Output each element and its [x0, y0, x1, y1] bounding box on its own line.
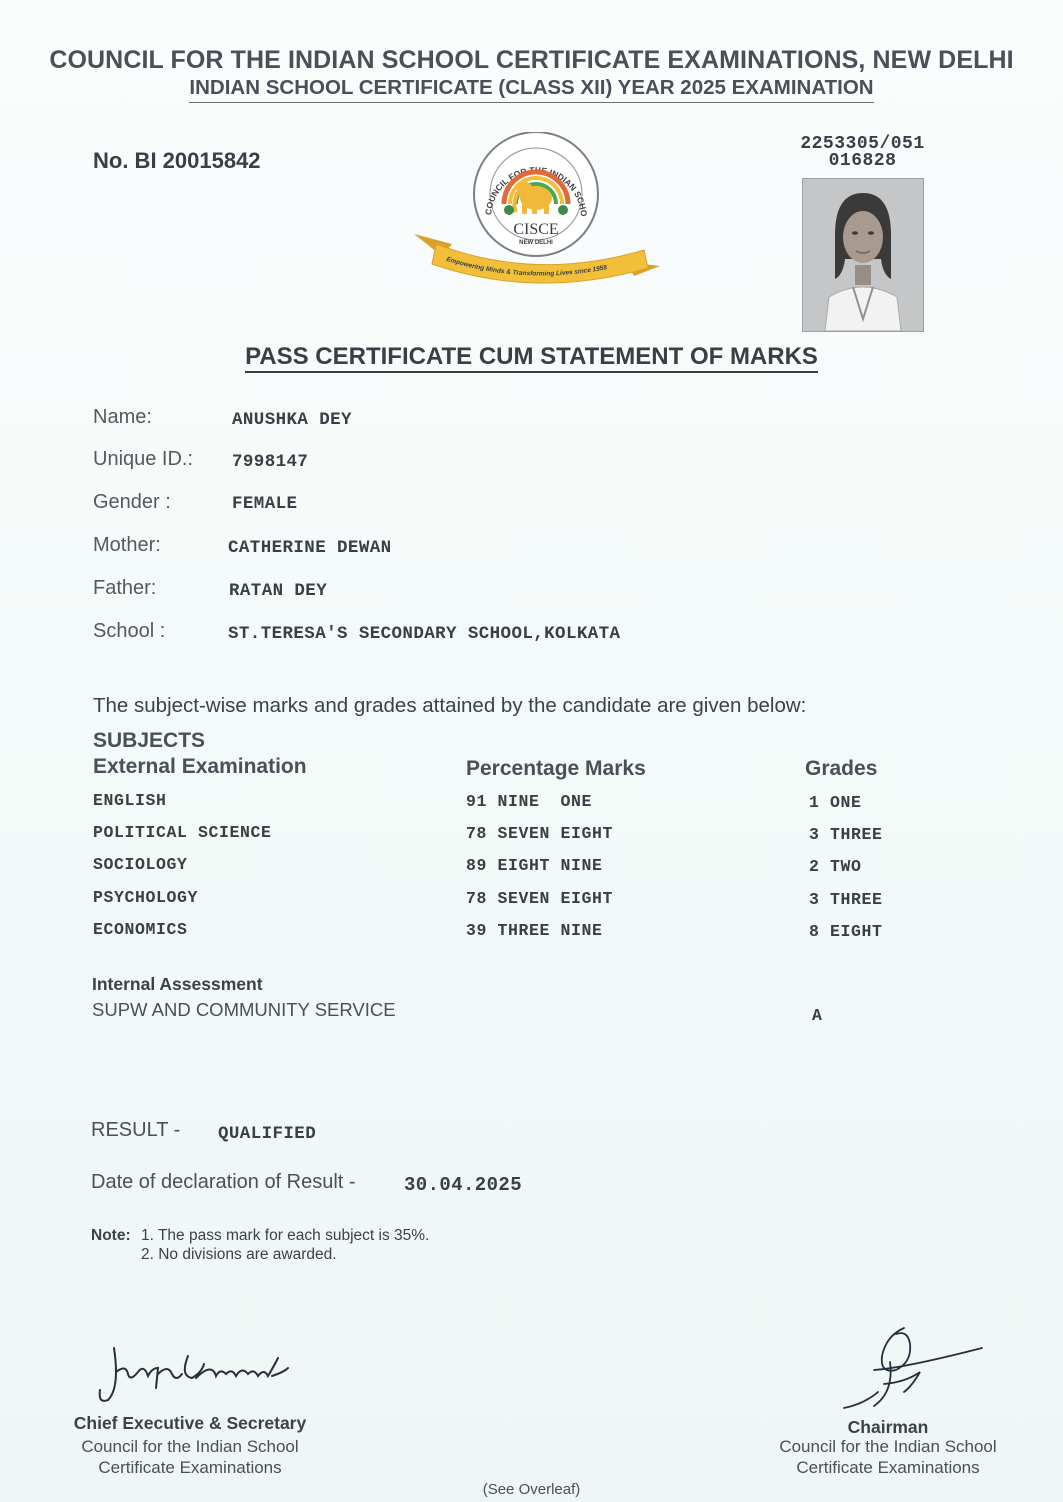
subject-marks: 89 EIGHT NINE [466, 856, 603, 875]
note-label: Note: [91, 1227, 131, 1244]
subject-marks: 78 SEVEN EIGHT [466, 824, 614, 843]
note-item: 1. The pass mark for each subject is 35%. [141, 1227, 430, 1244]
mother-label: Mother: [93, 534, 161, 556]
gender-value: FEMALE [232, 494, 298, 514]
chief-executive-org-line-1: Council for the Indian School [81, 1437, 299, 1456]
see-overleaf-note: (See Overleaf) [482, 1481, 581, 1498]
subject-grade: 3 THREE [809, 890, 883, 909]
subject-marks: 78 SEVEN EIGHT [466, 889, 614, 908]
subjects-heading: SUBJECTS [93, 729, 206, 752]
chairman-org-line-2: Certificate Examinations [796, 1458, 980, 1477]
note-item: 2. No divisions are awarded. [141, 1246, 337, 1263]
logo-name: CISCE [513, 221, 559, 238]
council-heading: COUNCIL FOR THE INDIAN SCHOOL CERTIFICATE EXAMINATIONS, NEW DELHI [49, 46, 1014, 74]
certificate-title [0, 343, 1063, 371]
father-value: RATAN DEY [229, 581, 328, 601]
name-value: ANUSHKA DEY [232, 410, 352, 430]
declaration-date: 30.04.2025 [404, 1174, 523, 1196]
unique-id-value: 7998147 [232, 452, 309, 472]
percentage-marks-heading: Percentage Marks [466, 757, 646, 780]
subject-marks: 39 THREE NINE [466, 921, 603, 940]
signature-graphic [92, 1338, 292, 1410]
logo-ring-text: COUNCIL FOR THE INDIAN SCHO [483, 164, 590, 217]
subject-grade: 3 THREE [809, 825, 883, 844]
father-label: Father: [93, 577, 157, 599]
internal-assessment-heading: Internal Assessment [92, 974, 263, 994]
declaration-label: Date of declaration of Result - [91, 1171, 356, 1193]
subject-name: POLITICAL SCIENCE [93, 823, 272, 842]
chairman-title: Chairman [847, 1417, 929, 1437]
exam-subheading [0, 76, 1063, 100]
certificate-number: No. BI 20015842 [93, 148, 261, 173]
gender-label: Gender : [93, 491, 171, 513]
signature-graphic [834, 1322, 994, 1414]
grades-heading: Grades [805, 757, 878, 780]
candidate-photo [802, 178, 924, 332]
chief-executive-title: Chief Executive & Secretary [73, 1413, 307, 1433]
school-value: ST.TERESA'S SECONDARY SCHOOL,KOLKATA [228, 624, 621, 644]
logo-city: NEW DELHI [519, 240, 553, 246]
exam-subheading-text: INDIAN SCHOOL CERTIFICATE (CLASS XII) YEAR 2025 EXAMINATION [189, 76, 873, 103]
chief-executive-signature [92, 1338, 292, 1410]
school-label: School : [93, 620, 166, 642]
serial-number [785, 136, 940, 170]
subject-name: ENGLISH [93, 791, 167, 810]
subject-marks: 91 NINE ONE [466, 792, 593, 811]
logo-ribbon-text: Empowering Minds & Transforming Lives since 1958 [445, 255, 608, 278]
subject-grade: 2 TWO [809, 857, 862, 876]
serial-line-2: 016828 [828, 151, 897, 171]
internal-assessment-grade: A [812, 1006, 823, 1025]
subject-grade: 1 ONE [809, 793, 862, 812]
result-label: RESULT - [91, 1119, 181, 1141]
candidate-photo-graphic [803, 179, 923, 331]
certificate-title-text: PASS CERTIFICATE CUM STATEMENT OF MARKS [245, 343, 818, 373]
unique-id-label: Unique ID.: [93, 448, 194, 470]
chairman-org-line-1: Council for the Indian School [779, 1437, 997, 1456]
name-label: Name: [93, 406, 152, 428]
cisce-logo [412, 132, 662, 292]
mother-value: CATHERINE DEWAN [228, 538, 392, 558]
serial-line-1: 2253305/051 [800, 134, 925, 154]
internal-assessment-subject: SUPW AND COMMUNITY SERVICE [92, 999, 396, 1020]
subject-grade: 8 EIGHT [809, 922, 883, 941]
cisce-logo-graphic [412, 132, 662, 292]
subject-name: SOCIOLOGY [93, 855, 188, 874]
marks-intro: The subject-wise marks and grades attained by the candidate are given below: [93, 694, 807, 717]
chief-executive-org-line-2: Certificate Examinations [98, 1458, 282, 1477]
chairman-signature [834, 1322, 994, 1414]
result-value: QUALIFIED [218, 1124, 317, 1144]
subject-name: ECONOMICS [93, 920, 188, 939]
external-exam-heading: External Examination [93, 755, 307, 778]
subject-name: PSYCHOLOGY [93, 888, 199, 907]
